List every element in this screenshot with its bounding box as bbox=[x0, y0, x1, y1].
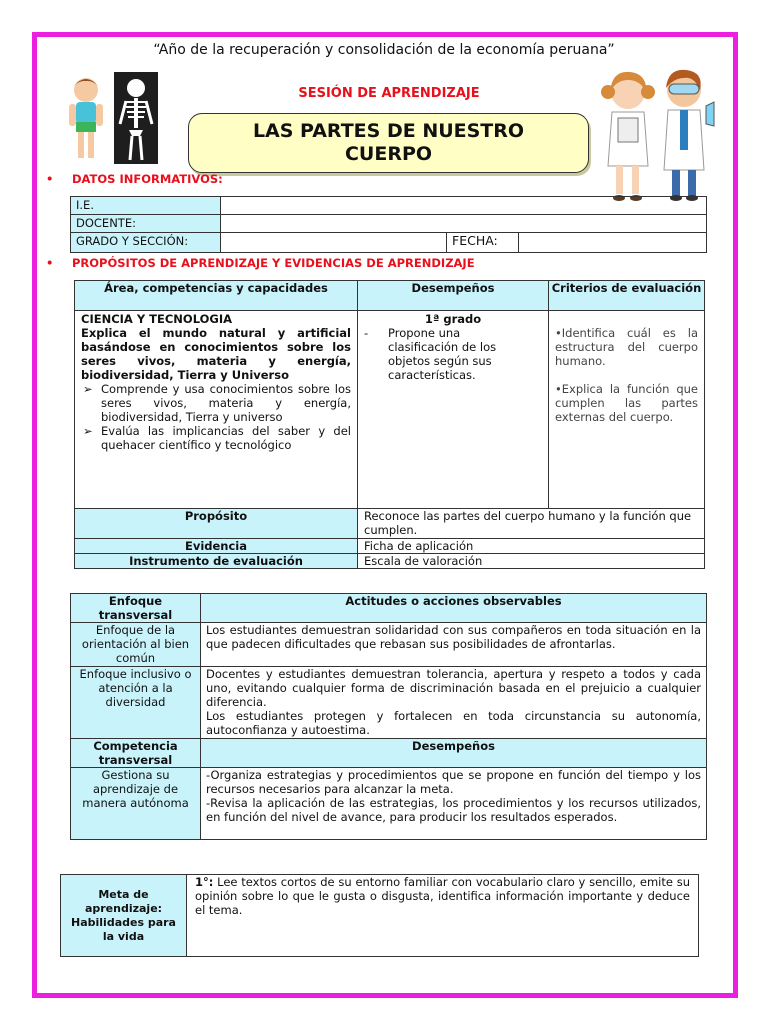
bullet-icon: • bbox=[46, 172, 54, 186]
actitud-inclusivo-1: Docentes y estudiantes demuestran tolerancia, apertura y respeto a todos y cada uno, evitando cualquier forma de discriminación basada en el prejuicio a cualquier diferencia. bbox=[206, 667, 701, 709]
lesson-title-line1: LAS PARTES DE NUESTRO bbox=[252, 120, 525, 142]
arrow-bullet-icon: ➢ bbox=[83, 424, 93, 438]
header-desempenos: Desempeños bbox=[358, 281, 549, 311]
meta-grade: 1°: bbox=[195, 875, 214, 889]
list-item: ➢ Comprende y usa conocimientos sobre los seres vivos, materia y energía, biodiversidad, Tierra y universo bbox=[83, 382, 351, 424]
meta-text-cell bbox=[187, 875, 699, 957]
evidencia-label: Evidencia bbox=[75, 539, 358, 554]
section-propositos bbox=[46, 256, 475, 270]
fecha-label: FECHA: bbox=[447, 233, 519, 253]
arrow-bullet-icon: ➢ bbox=[83, 382, 93, 396]
purpose-table bbox=[74, 280, 705, 569]
grado-seccion-value-field[interactable] bbox=[221, 233, 447, 253]
header-area: Área, competencias y capacidades bbox=[75, 281, 358, 311]
lesson-title-line2: CUERPO bbox=[344, 143, 433, 165]
criterio-1: •Identifica cuál es la estructura del cuerpo humano. bbox=[555, 326, 698, 368]
criterios-cell bbox=[549, 311, 705, 509]
criterio-2: •Explica la función que cumplen las partes externas del cuerpo. bbox=[555, 382, 698, 424]
scientist-kids-illustration bbox=[596, 66, 720, 204]
header-actitudes: Actitudes o acciones observables bbox=[201, 594, 707, 623]
competencia-gestiona: Gestiona su aprendizaje de manera autónoma bbox=[71, 768, 201, 840]
fecha-value-field[interactable] bbox=[519, 233, 707, 253]
meta-aprendizaje-table bbox=[60, 874, 699, 957]
enfoque-transversal-table bbox=[70, 593, 707, 840]
docente-value-field[interactable] bbox=[221, 215, 707, 233]
area-title: CIENCIA Y TECNOLOGIA bbox=[81, 312, 233, 326]
header-competencia-transversal: Competencia transversal bbox=[71, 739, 201, 768]
capacidades-list bbox=[81, 382, 351, 452]
ie-value-field[interactable] bbox=[221, 197, 707, 215]
section-datos-informativos bbox=[46, 172, 223, 186]
section-propositos-label: PROPÓSITOS DE APRENDIZAJE Y EVIDENCIAS DE APRENDIZAJE bbox=[72, 256, 475, 270]
actitud-inclusivo-2: Los estudiantes protegen y fortalecen en toda circunstancia su autonomía, autoconfianza y autoestima. bbox=[206, 709, 701, 737]
header-enfoque: Enfoque transversal bbox=[71, 594, 201, 623]
enfoque-bien-comun: Enfoque de la orientación al bien común bbox=[71, 623, 201, 667]
desempeno-transversal-2: -Revisa la aplicación de las estrategias, los procedimientos y los recursos utilizados, en función del nivel de avance, para producir los resultados esperados. bbox=[206, 796, 701, 824]
meta-text: Lee textos cortos de su entorno familiar con vocabulario claro y sencillo, emite su opinión sobre lo que le gusta o disgusta, identifica información importante y deduce el tema. bbox=[195, 875, 690, 917]
proposito-label: Propósito bbox=[75, 509, 358, 539]
desempeno-cell bbox=[358, 311, 549, 509]
docente-label: DOCENTE: bbox=[71, 215, 221, 233]
dash-bullet: - bbox=[364, 326, 369, 340]
bullet-icon: • bbox=[46, 256, 54, 270]
header-criterios: Criterios de evaluación bbox=[549, 281, 705, 311]
actitud-inclusivo bbox=[201, 667, 707, 739]
session-label: SESIÓN DE APRENDIZAJE bbox=[298, 86, 480, 101]
area-cell bbox=[75, 311, 358, 509]
competencia-text: Explica el mundo natural y artificial basándose en conocimientos sobre los seres vivos, materia y energía, biodiversidad, Tierra y Universo bbox=[81, 326, 351, 382]
desempeno-text: Propone una clasificación de los objetos según sus características. bbox=[388, 326, 497, 382]
desempeno-item bbox=[364, 326, 542, 382]
enfoque-inclusivo: Enfoque inclusivo o atención a la diversidad bbox=[71, 667, 201, 739]
actitud-bien-comun: Los estudiantes demuestran solidaridad con sus compañeros en toda situación en la que padecen dificultades que rebasan sus posibilidades de afrontarlas. bbox=[201, 623, 707, 667]
national-motto: “Año de la recuperación y consolidación de la economía peruana” bbox=[153, 42, 615, 58]
evidencia-value: Ficha de aplicación bbox=[358, 539, 705, 554]
section-datos-label: DATOS INFORMATIVOS: bbox=[72, 172, 223, 186]
instrumento-label: Instrumento de evaluación bbox=[75, 554, 358, 569]
ie-label: I.E. bbox=[71, 197, 221, 215]
informative-data-table bbox=[70, 196, 707, 253]
grade-label: 1ª grado bbox=[424, 312, 482, 326]
instrumento-value: Escala de valoración bbox=[358, 554, 705, 569]
desempenos-gestiona bbox=[201, 768, 707, 840]
proposito-value: Reconoce las partes del cuerpo humano y la función que cumplen. bbox=[358, 509, 705, 539]
desempeno-transversal-1: -Organiza estrategias y procedimientos que se propone en función del tiempo y los recursos necesarios para alcanzar la meta. bbox=[206, 768, 701, 796]
grado-seccion-label: GRADO Y SECCIÓN: bbox=[71, 233, 221, 253]
list-item: ➢ Evalúa las implicancias del saber y del quehacer científico y tecnológico bbox=[83, 424, 351, 452]
meta-label: Meta de aprendizaje: Habilidades para la vida bbox=[61, 875, 187, 957]
lesson-title-box bbox=[188, 113, 589, 173]
header-desempenos-transversal: Desempeños bbox=[201, 739, 707, 768]
